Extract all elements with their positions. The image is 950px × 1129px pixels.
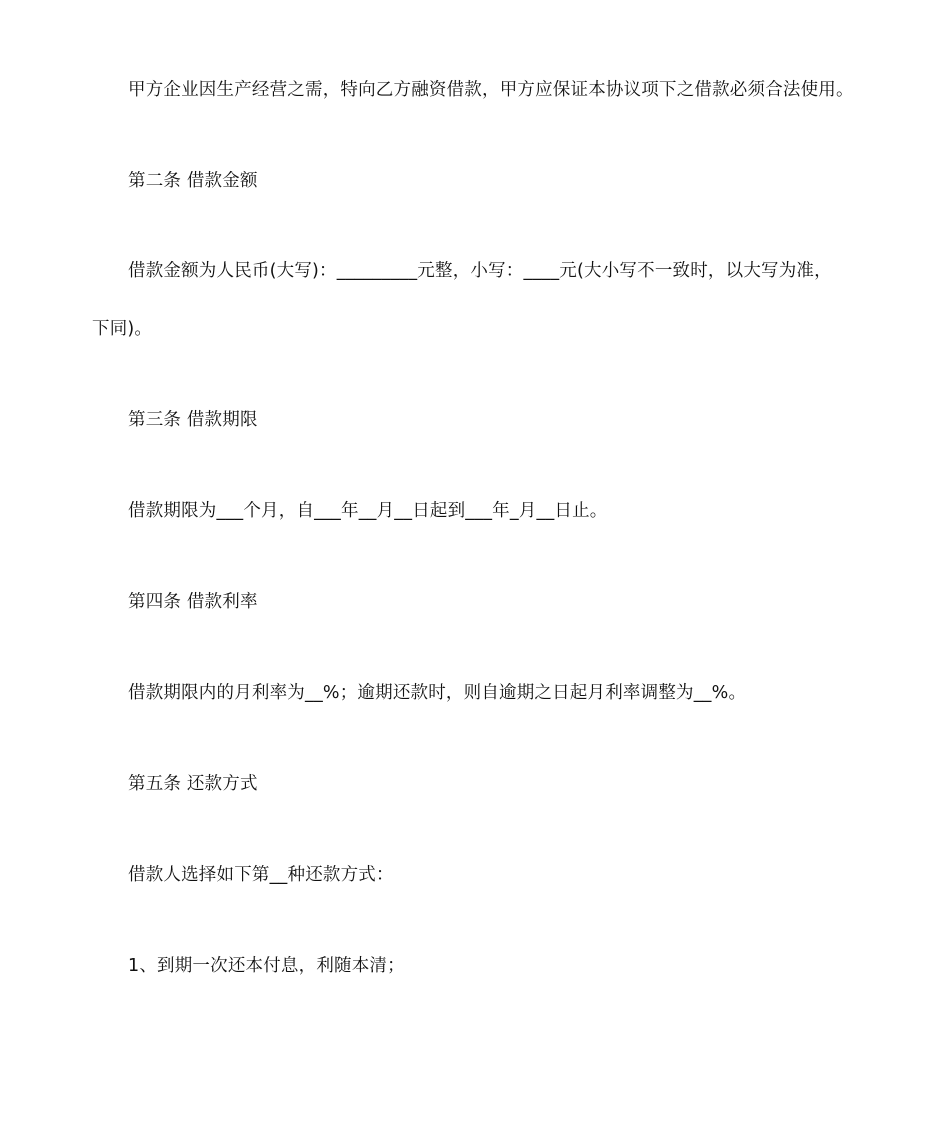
paragraph-loan-amount: 借款金额为人民币(大写)：_________元整，小写：____元(大小写不一致时，以大写为准， xyxy=(128,261,832,281)
heading-article-4: 第四条 借款利率 xyxy=(128,592,258,612)
paragraph-loan-amount-continued: 下同)。 xyxy=(92,319,153,339)
heading-article-3: 第三条 借款期限 xyxy=(128,410,258,430)
heading-article-5: 第五条 还款方式 xyxy=(128,774,258,794)
paragraph-interest-rate: 借款期限内的月利率为__%；逾期还款时，则自逾期之日起月利率调整为__%。 xyxy=(128,683,747,703)
paragraph-loan-term: 借款期限为___个月，自___年__月__日起到___年_月__日止。 xyxy=(128,501,608,521)
paragraph-repayment-choice: 借款人选择如下第__种还款方式： xyxy=(128,865,394,885)
paragraph-purpose: 甲方企业因生产经营之需，特向乙方融资借款，甲方应保证本协议项下之借款必须合法使用。 xyxy=(128,80,854,100)
paragraph-repayment-option-1: 1、到期一次还本付息，利随本清； xyxy=(128,956,405,976)
heading-article-2: 第二条 借款金额 xyxy=(128,171,258,191)
